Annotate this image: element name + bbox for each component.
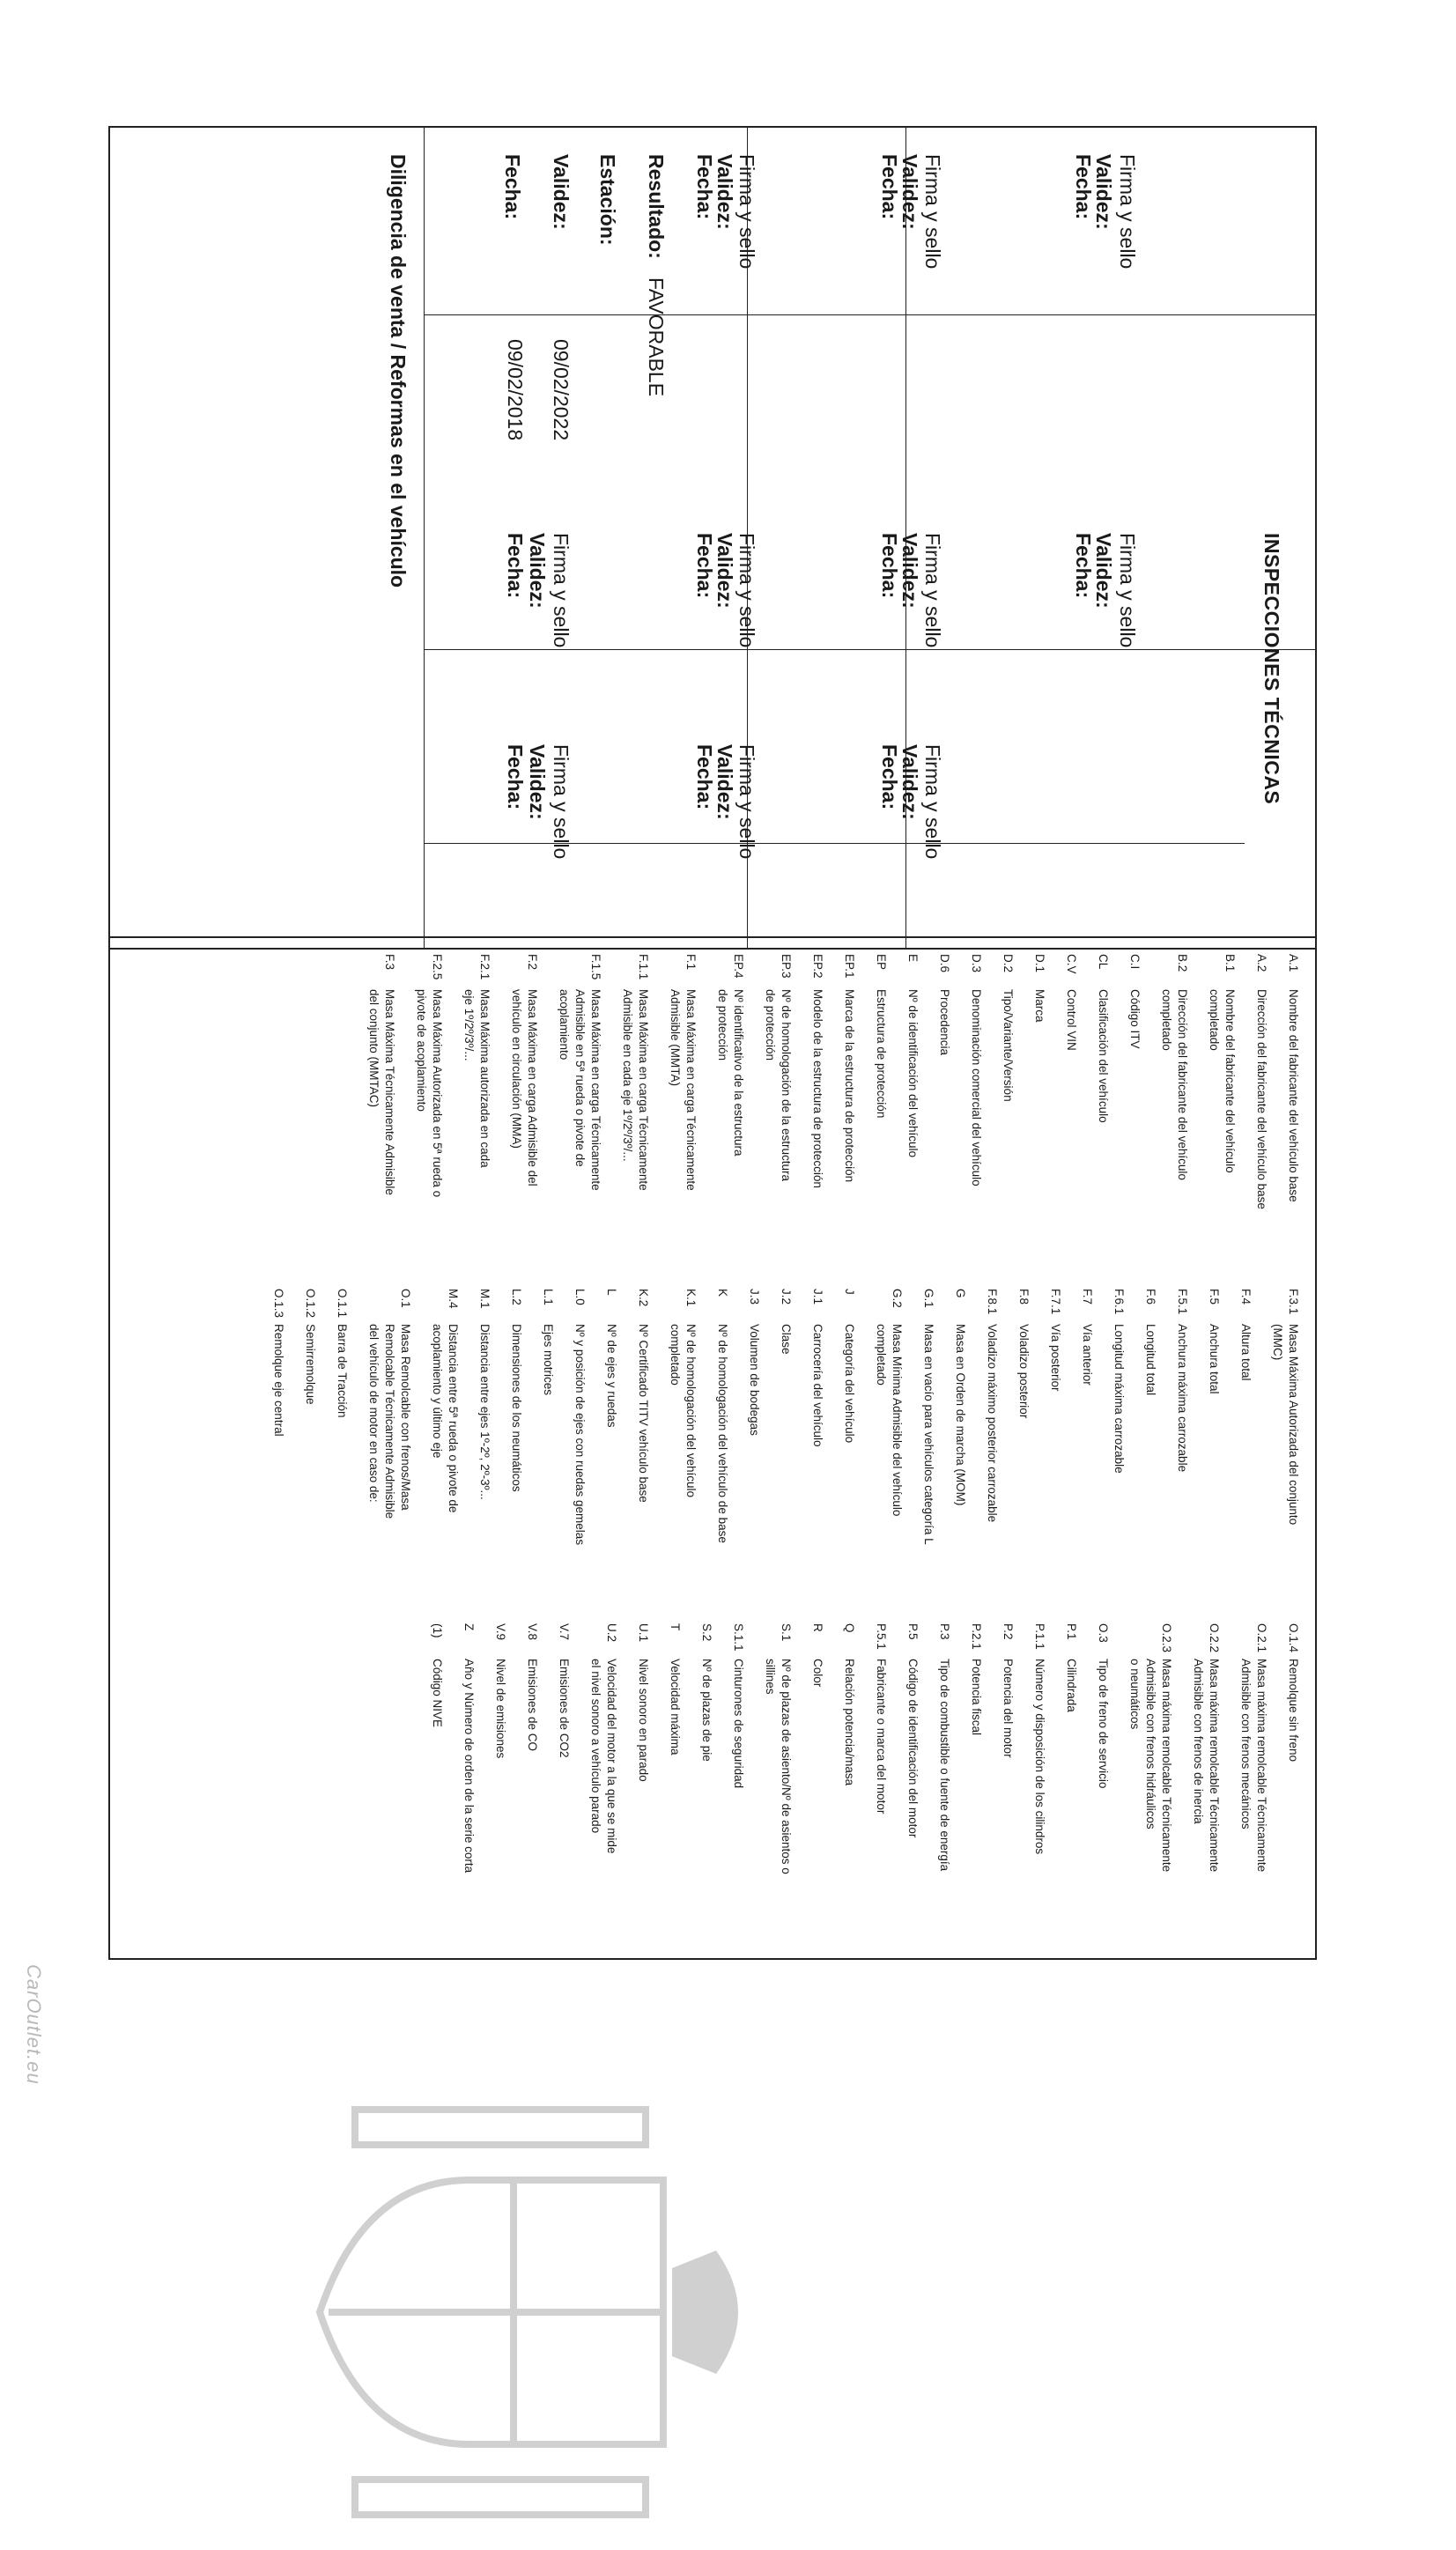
field-description: Dirección del fabricante del vehículo — [1176, 989, 1189, 1180]
field-code: D.3 — [970, 954, 983, 973]
field-code: S.2 — [700, 1623, 713, 1642]
field-code: EP.4 — [732, 954, 745, 979]
validez-label: Validez: — [898, 744, 921, 820]
field-description-continued: del conjunto (MMTAC) — [367, 989, 381, 1108]
field-description-continued: Admisible con frenos de inercia — [1192, 1659, 1205, 1824]
field-code: V.9 — [494, 1623, 507, 1641]
field-description: Masa Máxima en carga Técnicamente — [684, 989, 698, 1191]
field-description-continued: pivote de acoplamiento — [415, 989, 428, 1112]
field-code: F.8 — [1017, 1289, 1031, 1305]
field-description-continued: Admisible con frenos mecánicos — [1239, 1659, 1253, 1829]
fecha-label: Fecha: — [1072, 533, 1095, 599]
field-code: V.8 — [526, 1623, 539, 1641]
fecha-label: Fecha: — [504, 744, 527, 810]
field-description: Masa máxima remolcable Técnicamente — [1208, 1659, 1221, 1873]
field-code: D.2 — [1001, 954, 1015, 973]
field-description: Anchura total — [1208, 1324, 1221, 1394]
field-description: Masa en Orden de marcha (MOM) — [954, 1324, 967, 1506]
field-code: P.1 — [1065, 1623, 1078, 1640]
field-description: Nº identificativo de la estructura — [732, 989, 745, 1157]
field-code: F.5 — [1208, 1289, 1221, 1305]
fecha-label: Fecha: — [501, 154, 524, 220]
signature-label: Firma y sello — [921, 533, 944, 648]
field-code: F.6.1 — [1112, 1289, 1126, 1315]
field-code: (1) — [431, 1623, 444, 1638]
field-code: CL — [1097, 954, 1110, 970]
field-code: G.1 — [922, 1289, 935, 1308]
validez-label: Validez: — [713, 533, 736, 609]
field-description: Categoría del vehículo — [843, 1324, 856, 1444]
field-description: Tipo de freno de servicio — [1097, 1659, 1110, 1789]
field-description: Distancia entre 5ª rueda o pivote de — [447, 1324, 460, 1513]
signature-label: Firma y sello — [1116, 154, 1139, 270]
field-description: Vía posterior — [1049, 1324, 1062, 1392]
field-description: Masa Máxima en carga Técnicamente — [637, 989, 650, 1191]
field-description: Cinturones de seguridad — [732, 1659, 745, 1789]
field-description: Año y Número de orden de la serie corta — [462, 1659, 476, 1874]
field-code: F.3 — [383, 954, 396, 971]
validez-label: Validez: — [526, 533, 549, 609]
field-description: Nº de homologación de la estructura — [780, 989, 793, 1182]
field-description-continued: acoplamiento y último eje — [431, 1324, 444, 1459]
field-code: F.2.1 — [478, 954, 491, 980]
field-description: Potencia fiscal — [970, 1659, 983, 1736]
field-description: Masa Remolcable con frenos/Masa — [399, 1324, 412, 1511]
field-description: Nivel de emisiones — [494, 1659, 507, 1759]
inspections-title: INSPECCIONES TÉCNICAS — [1260, 533, 1283, 805]
field-code: EP — [875, 954, 888, 971]
field-code: V.7 — [558, 1623, 571, 1641]
field-description-continued: sillines — [764, 1659, 777, 1695]
field-code: O.1 — [399, 1289, 412, 1308]
field-code: J.2 — [780, 1289, 793, 1305]
signature-label: Firma y sello — [735, 533, 758, 648]
field-code: J — [843, 1289, 856, 1295]
field-code: L — [605, 1289, 618, 1296]
field-description: Semirremolque — [304, 1324, 317, 1405]
field-code: D.6 — [938, 954, 951, 973]
field-code: R — [811, 1623, 824, 1632]
field-description: Longitud máxima carrozable — [1112, 1324, 1126, 1474]
fecha-label: Fecha: — [878, 533, 901, 599]
field-code: O.2.2 — [1208, 1623, 1221, 1653]
field-code: P.5.1 — [875, 1623, 888, 1650]
resultado-label: Resultado: — [645, 154, 668, 259]
inspections-frame — [108, 126, 1317, 950]
field-description: Nombre del fabricante del vehículo base — [1287, 989, 1300, 1202]
field-description: Volumen de bodegas — [748, 1324, 761, 1436]
validez-label: Validez: — [898, 154, 921, 230]
fecha-label: Fecha: — [1072, 154, 1095, 220]
field-description-continued: Remolcable Técnicamente Admisible — [383, 1324, 396, 1519]
field-description-continued: de protección — [764, 989, 777, 1061]
field-code: A.1 — [1287, 954, 1300, 972]
fecha-value: 09/02/2018 — [504, 339, 527, 441]
field-description: Tipo/Variante/Versión — [1001, 989, 1015, 1102]
watermark-logo: CarOutlet.eu — [23, 1964, 45, 2085]
field-code: E — [906, 954, 920, 963]
validez-label: Validez: — [713, 154, 736, 230]
field-description: Tipo de combustible o fuente de energía — [938, 1659, 951, 1872]
field-description: Clasificación del vehículo — [1097, 989, 1110, 1123]
resultado-value: FAVORABLE — [645, 277, 668, 397]
field-description: Código NIVE — [431, 1659, 444, 1728]
field-description: Nº Certificado TITV vehículo base — [637, 1324, 650, 1503]
field-code: EP.3 — [780, 954, 793, 979]
field-description: Carrocería del vehículo — [811, 1324, 824, 1447]
signature-label: Firma y sello — [735, 154, 758, 270]
field-code: S.1.1 — [732, 1623, 745, 1652]
fecha-label: Fecha: — [693, 154, 716, 220]
field-description: Emisiones de CO2 — [558, 1659, 571, 1758]
field-description: Masa Máxima Técnicamente Admisible — [383, 989, 396, 1195]
fecha-label: Fecha: — [878, 744, 901, 810]
field-description: Ejes motrices — [542, 1324, 555, 1396]
field-code: K — [716, 1289, 729, 1297]
field-code: K.1 — [684, 1289, 698, 1307]
field-code: P.3 — [938, 1623, 951, 1640]
field-code: O.2.3 — [1160, 1623, 1173, 1653]
field-code: EP.1 — [843, 954, 856, 979]
field-description-continued: del vehículo de motor en caso de: — [367, 1324, 381, 1503]
field-description: Cilindrada — [1065, 1659, 1078, 1712]
grid-line — [425, 843, 1245, 844]
field-description: Remolque sin freno — [1287, 1659, 1300, 1763]
field-code: U.2 — [605, 1623, 618, 1643]
field-description-continued: o neumáticos — [1128, 1659, 1142, 1730]
grid-line — [424, 128, 425, 948]
field-code: A.2 — [1255, 954, 1268, 972]
field-code: F.2.5 — [431, 954, 444, 980]
field-code: P.2 — [1001, 1623, 1015, 1640]
field-code: S.1 — [780, 1623, 793, 1642]
field-code: F.1.5 — [589, 954, 602, 980]
signature-label: Firma y sello — [921, 744, 944, 860]
field-description: Masa Máxima en carga Admisible del — [526, 989, 539, 1186]
validez-label: Validez: — [1092, 154, 1115, 230]
field-description: Masa Máxima Autorizada del conjunto — [1287, 1324, 1300, 1526]
field-code: D.1 — [1033, 954, 1046, 973]
signature-label: Firma y sello — [735, 744, 758, 860]
field-legend-frame — [108, 936, 1317, 1960]
grid-line — [425, 314, 1315, 315]
field-description: Relación potencia/masa — [843, 1659, 856, 1786]
field-description: Velocidad del motor a la que se mide — [605, 1659, 618, 1854]
grid-line — [425, 649, 1315, 650]
field-code: Z — [462, 1623, 476, 1631]
field-code: F.7 — [1081, 1289, 1094, 1305]
coat-of-arms-watermark — [293, 2074, 751, 2550]
validez-label: Validez: — [1092, 533, 1115, 609]
field-description-continued: completado — [1160, 989, 1173, 1051]
field-code: F.1.1 — [637, 954, 650, 980]
field-code: K.2 — [637, 1289, 650, 1307]
field-code: O.1.3 — [272, 1289, 285, 1319]
validez-label: Validez: — [526, 744, 549, 820]
field-code: EP.2 — [811, 954, 824, 979]
field-code: J.3 — [748, 1289, 761, 1305]
signature-label: Firma y sello — [550, 533, 573, 648]
field-description: Masa Máxima Autorizada en 5ª rueda o — [431, 989, 444, 1198]
field-description: Nº de homologación del vehículo — [684, 1324, 698, 1498]
field-description-continued: Admisible (MMTA) — [669, 989, 682, 1087]
field-description: Masa Máxima en carga Técnicamente — [589, 989, 602, 1191]
field-code: T — [669, 1623, 682, 1631]
validez-label: Validez: — [550, 154, 573, 230]
field-code: F.2 — [526, 954, 539, 971]
field-description: Número y disposición de los cilindros — [1033, 1659, 1046, 1855]
field-code: O.1.2 — [304, 1289, 317, 1319]
field-description: Remolque eje central — [272, 1324, 285, 1437]
field-code: U.1 — [637, 1623, 650, 1643]
field-code: C.V — [1065, 954, 1078, 974]
field-code: G — [954, 1289, 967, 1298]
signature-label: Firma y sello — [1116, 533, 1139, 648]
field-description: Altura total — [1239, 1324, 1253, 1381]
field-code: M.4 — [447, 1289, 460, 1309]
field-description: Nº de homologación del vehículo de base — [716, 1324, 729, 1543]
field-description: Voladizo máximo posterior carrozable — [986, 1324, 999, 1523]
field-description: Código ITV — [1128, 989, 1142, 1049]
field-code: L.2 — [510, 1289, 523, 1305]
field-code: L.1 — [542, 1289, 555, 1305]
estacion-label: Estación: — [596, 154, 619, 246]
field-description-continued: Admisible en 5ª rueda o pivote de — [573, 989, 587, 1167]
field-code: L.0 — [573, 1289, 587, 1305]
field-code: F.5.1 — [1176, 1289, 1189, 1315]
field-description: Masa en vacío para vehículos categoría L — [922, 1324, 935, 1545]
fecha-label: Fecha: — [878, 154, 901, 220]
field-code: G.2 — [891, 1289, 904, 1308]
field-description: Marca de la estructura de protección — [843, 989, 856, 1183]
validez-value: 09/02/2022 — [550, 339, 573, 441]
field-description-continued: completado — [875, 1324, 888, 1386]
field-description: Control VIN — [1065, 989, 1078, 1051]
validez-label: Validez: — [898, 533, 921, 609]
field-code: O.3 — [1097, 1623, 1110, 1643]
field-description: Voladizo posterior — [1017, 1324, 1031, 1419]
field-description-continued: acoplamiento — [558, 989, 571, 1061]
field-description: Masa Máxima autorizada en cada — [478, 989, 491, 1168]
field-code: O.1.1 — [336, 1289, 349, 1319]
field-code: F.1 — [684, 954, 698, 971]
field-description-continued: Admisible con frenos hidráulicos — [1144, 1659, 1157, 1829]
field-code: O.2.1 — [1255, 1623, 1268, 1653]
field-code: P.2.1 — [970, 1623, 983, 1650]
field-description: Distancia entre ejes 1º-2º, 2º-3º... — [478, 1324, 491, 1500]
field-description-continued: eje 1º/2º/3º/... — [462, 989, 476, 1061]
field-code: C.I — [1128, 954, 1142, 970]
field-code: F.6 — [1144, 1289, 1157, 1305]
field-description: Masa máxima remolcable Técnicamente — [1160, 1659, 1173, 1873]
field-code: J.1 — [811, 1289, 824, 1305]
field-description: Velocidad máxima — [669, 1659, 682, 1755]
field-code: P.5 — [906, 1623, 920, 1640]
field-code: F.3.1 — [1287, 1289, 1300, 1315]
field-code: Q — [843, 1623, 856, 1633]
signature-label: Firma y sello — [550, 744, 573, 860]
field-description: Vía anterior — [1081, 1324, 1094, 1386]
field-code: F.8.1 — [986, 1289, 999, 1315]
fecha-label: Fecha: — [693, 744, 716, 810]
field-description: Longitud total — [1144, 1324, 1157, 1396]
field-description: Dirección del fabricante del vehículo base — [1255, 989, 1268, 1209]
field-code: M.1 — [478, 1289, 491, 1309]
field-description: Denominación comercial del vehículo — [970, 989, 983, 1186]
field-description: Anchura máxima carrozable — [1176, 1324, 1189, 1473]
fecha-label: Fecha: — [504, 533, 527, 599]
field-code: B.1 — [1223, 954, 1237, 972]
validez-label: Validez: — [713, 744, 736, 820]
field-code: F.4 — [1239, 1289, 1253, 1305]
field-description: Estructura de protección — [875, 989, 888, 1119]
field-description: Nº de plazas de pie — [700, 1659, 713, 1762]
field-description: Emisiones de CO — [526, 1659, 539, 1752]
field-description: Modelo de la estructura de protección — [811, 989, 824, 1188]
diligencia-heading: Diligencia de venta / Reformas en el vehículo — [387, 154, 410, 588]
field-description: Barra de Tracción — [336, 1324, 349, 1418]
field-description: Nº de identificación del vehículo — [906, 989, 920, 1158]
field-description-continued: de protección — [716, 989, 729, 1061]
field-description: Nombre del fabricante del vehículo — [1223, 989, 1237, 1173]
field-code: B.2 — [1176, 954, 1189, 972]
field-description: Fabricante o marca del motor — [875, 1659, 888, 1815]
field-description: Marca — [1033, 989, 1046, 1023]
field-description: Dimensiones de los neumáticos — [510, 1324, 523, 1492]
field-description: Procedencia — [938, 989, 951, 1056]
fecha-label: Fecha: — [693, 533, 716, 599]
field-description: Nº de ejes y ruedas — [605, 1324, 618, 1428]
field-code: F.7.1 — [1049, 1289, 1062, 1315]
field-description-continued: (MMC) — [1271, 1324, 1284, 1361]
field-description: Nivel sonoro en parado — [637, 1659, 650, 1782]
field-description: Masa Mínima Admisible del vehículo — [891, 1324, 904, 1517]
field-description-continued: el nivel sonoro a vehículo parado — [589, 1659, 602, 1834]
field-description: Clase — [780, 1324, 793, 1355]
field-description: Color — [811, 1659, 824, 1688]
field-description: Código de identificación del motor — [906, 1659, 920, 1838]
field-description-continued: completado — [1208, 989, 1221, 1051]
signature-label: Firma y sello — [921, 154, 944, 270]
field-code: P.1.1 — [1033, 1623, 1046, 1650]
field-description-continued: vehículo en circulación (MMA) — [510, 989, 523, 1149]
field-description: Potencia del motor — [1001, 1659, 1015, 1758]
field-description: Nº y posición de ejes con ruedas gemelas — [573, 1324, 587, 1546]
field-description: Nº de plazas de asiento/Nº de asientos o — [780, 1659, 793, 1874]
field-code: O.1.4 — [1287, 1623, 1300, 1653]
field-description: Masa máxima remolcable Técnicamente — [1255, 1659, 1268, 1873]
field-description-continued: completado — [669, 1324, 682, 1386]
field-description-continued: Admisible en cada eje 1º/2º/3º/... — [621, 989, 634, 1162]
